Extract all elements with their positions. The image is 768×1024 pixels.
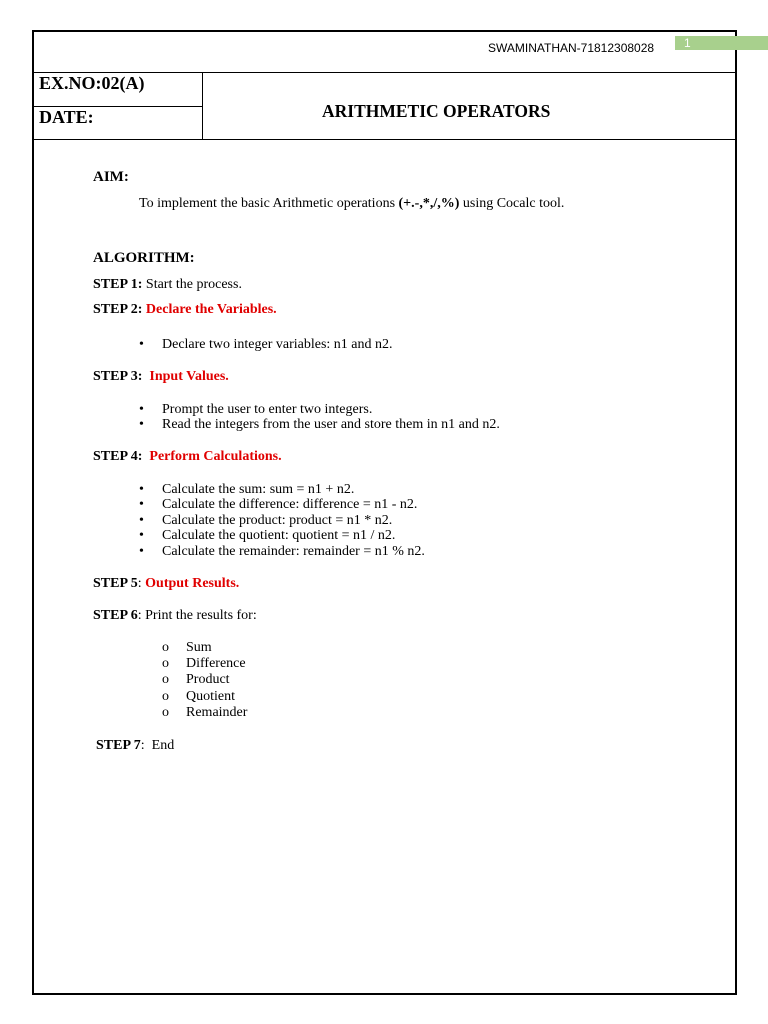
step-5 [93, 576, 239, 592]
sub-bullet-marker: o [162, 689, 169, 704]
ex-no-label: EX.NO:02(A) [39, 73, 145, 93]
header-author-id: SWAMINATHAN-71812308028 [488, 41, 655, 55]
step-5-sep: : [137, 576, 146, 591]
sub-bullet-marker: o [162, 656, 169, 671]
step-4-title: Perform Calculations. [149, 449, 282, 464]
bullet-dot: • [139, 417, 144, 432]
step-6-label: STEP 6 [93, 608, 138, 623]
step-5-title: Output Results. [145, 576, 240, 591]
bullet-dot: • [139, 513, 144, 528]
aim-heading: AIM: [93, 169, 129, 185]
step-5-label: STEP 5 [93, 576, 138, 591]
step-3 [93, 369, 229, 385]
step-6-item-quotient: Quotient [186, 689, 235, 704]
step-2-label: STEP 2: [93, 302, 143, 317]
step-3-label: STEP 3: [93, 369, 143, 384]
date-label: DATE: [39, 107, 94, 127]
step-1 [93, 277, 242, 293]
step-3-title: Input Values. [149, 369, 229, 384]
aim-text-after: using Cocalc tool. [459, 196, 565, 211]
step-4-bullet-4: Calculate the quotient: quotient = n1 / n2. [162, 528, 396, 543]
bullet-dot: • [139, 528, 144, 543]
document-title: ARITHMETIC OPERATORS [322, 101, 551, 121]
bullet-dot: • [139, 482, 144, 497]
step-7-text: : End [140, 738, 175, 753]
page-number: 1 [684, 36, 691, 50]
step-2-title: Declare the Variables. [145, 302, 277, 317]
aim-text-before: To implement the basic Arithmetic operations [139, 196, 399, 211]
sub-bullet-marker: o [162, 640, 169, 655]
step-1-text: Start the process. [142, 277, 242, 292]
step-1-label: STEP 1: [93, 277, 143, 292]
bullet-dot: • [139, 497, 144, 512]
sub-bullet-marker: o [162, 705, 169, 720]
step-6-item-difference: Difference [186, 656, 246, 671]
step-4-bullet-1: Calculate the sum: sum = n1 + n2. [162, 482, 355, 497]
aim-operators: (+.-,*,/,%) [398, 196, 460, 211]
sub-bullet-marker: o [162, 672, 169, 687]
step-6-item-remainder: Remainder [186, 705, 248, 720]
bullet-dot: • [139, 544, 144, 559]
step-4-bullet-5: Calculate the remainder: remainder = n1 % n2. [162, 544, 425, 559]
step-3-bullet-2: Read the integers from the user and store them in n1 and n2. [162, 417, 500, 432]
step-7 [96, 738, 174, 754]
step-6-text: : Print the results for: [137, 608, 257, 623]
step-6 [93, 608, 257, 624]
algorithm-heading: ALGORITHM: [93, 250, 195, 266]
step-4-bullet-2: Calculate the difference: difference = n1 - n2. [162, 497, 418, 512]
step-4-label: STEP 4: [93, 449, 143, 464]
step-6-item-sum: Sum [186, 640, 212, 655]
bullet-dot: • [139, 402, 144, 417]
aim-text [139, 196, 564, 212]
step-2 [93, 302, 277, 318]
step-2-bullet-1: Declare two integer variables: n1 and n2. [162, 337, 393, 352]
step-7-label: STEP 7 [96, 738, 141, 753]
step-3-bullet-1: Prompt the user to enter two integers. [162, 402, 373, 417]
title-block-divider [202, 72, 203, 140]
step-4-bullet-3: Calculate the product: product = n1 * n2. [162, 513, 393, 528]
step-6-item-product: Product [186, 672, 230, 687]
bullet-dot: • [139, 337, 144, 352]
title-block-bottom-line [32, 139, 735, 140]
step-4 [93, 449, 282, 465]
